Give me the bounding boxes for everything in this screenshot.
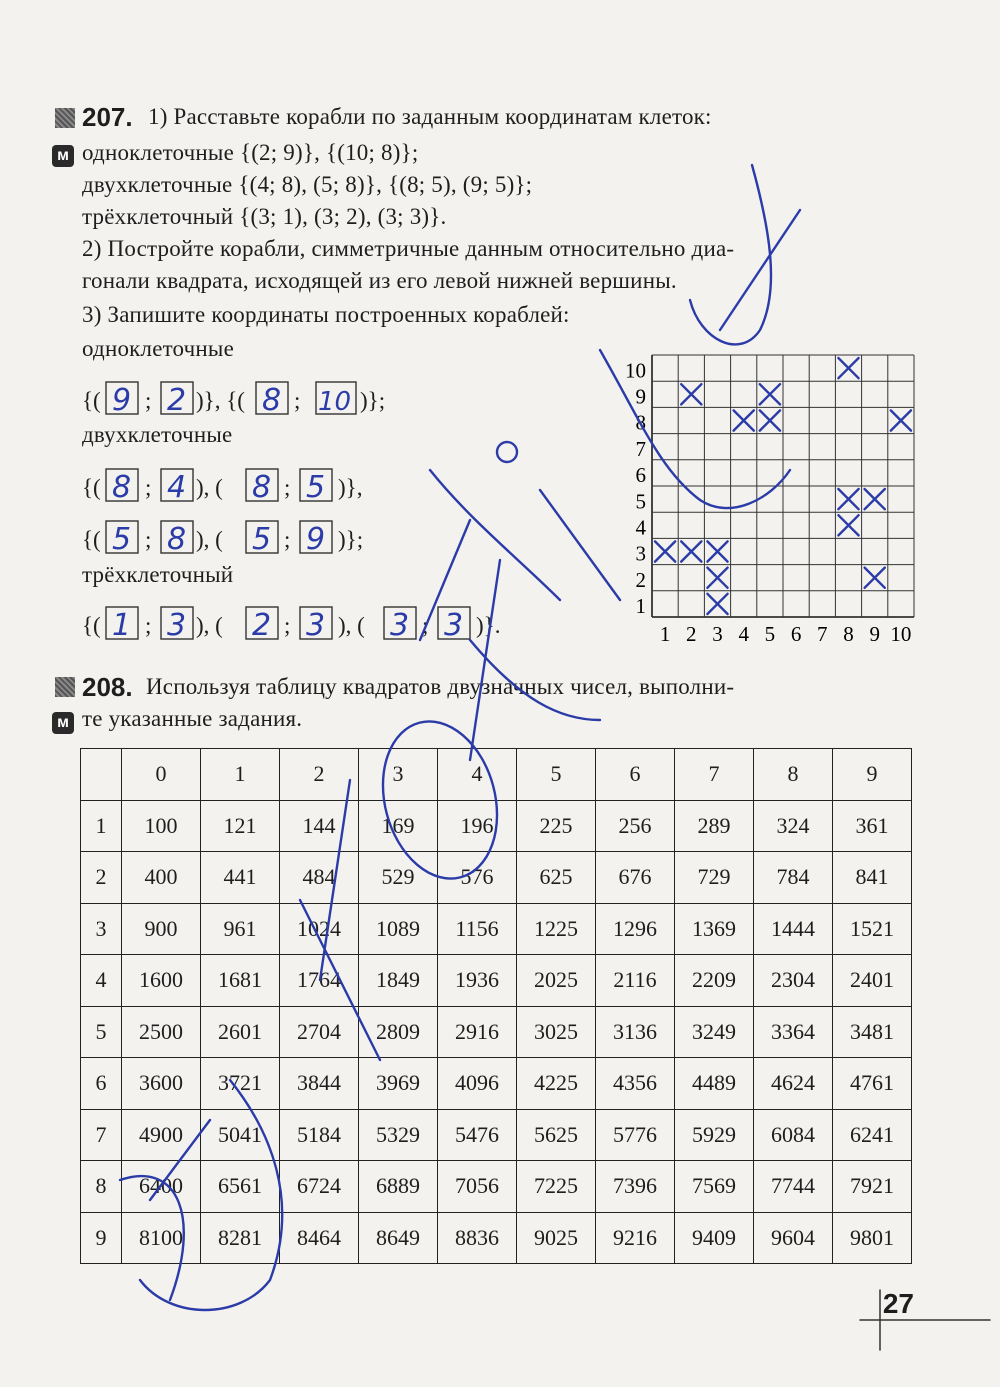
table-cell: 5776 [596, 1109, 675, 1161]
table-cell: 9409 [675, 1212, 754, 1264]
grid-x-label: 2 [686, 622, 697, 645]
svg-text:;: ; [145, 527, 152, 552]
table-cell: 1849 [359, 955, 438, 1007]
table-cell: 1024 [280, 903, 359, 955]
table-cell: 3844 [280, 1058, 359, 1110]
table-cell: 5476 [438, 1109, 517, 1161]
svg-text:)},: )}, [338, 475, 363, 500]
table-cell: 2116 [596, 955, 675, 1007]
hw-answer: 8 [112, 470, 132, 505]
table-row-header: 7 [81, 1109, 122, 1161]
svg-text:;: ; [422, 613, 429, 638]
svg-text:;: ; [145, 613, 152, 638]
table-cell: 324 [754, 800, 833, 852]
hw-answer: 3 [167, 608, 187, 643]
table-cell: 841 [833, 852, 912, 904]
svg-text:;: ; [294, 388, 301, 413]
table-cell: 1369 [675, 903, 754, 955]
grid-x-label: 4 [738, 622, 749, 645]
hw-answer: 3 [390, 608, 410, 643]
table-row-header: 1 [81, 800, 122, 852]
hw-answer: 8 [262, 383, 282, 418]
table-cell: 7744 [754, 1161, 833, 1213]
grid-x-label: 3 [712, 622, 723, 645]
table-cell: 6400 [122, 1161, 201, 1213]
grid-x-label: 9 [869, 622, 880, 645]
grid-x-label: 7 [817, 622, 828, 645]
table-cell: 676 [596, 852, 675, 904]
table-cell: 289 [675, 800, 754, 852]
table-row-header: 3 [81, 903, 122, 955]
table-cell: 4489 [675, 1058, 754, 1110]
task-207-line-8: одноклеточные [82, 336, 234, 361]
table-cell: 2601 [201, 1006, 280, 1058]
table-cell: 900 [122, 903, 201, 955]
grid-y-label: 5 [635, 489, 646, 514]
table-header-cell: 2 [280, 749, 359, 801]
table-cell: 1936 [438, 955, 517, 1007]
table-cell: 2916 [438, 1006, 517, 1058]
table-cell: 5329 [359, 1109, 438, 1161]
table-header-cell: 7 [675, 749, 754, 801]
task-207-line-5: 2) Постройте корабли, симметричные данным относительно диа- [82, 236, 735, 261]
svg-text:{(: {( [82, 388, 101, 413]
table-cell: 7225 [517, 1161, 596, 1213]
grid-x-label: 6 [790, 622, 802, 645]
svg-text:)};: )}; [338, 527, 364, 552]
m-badge-icon: м [52, 145, 74, 167]
table-cell: 3249 [675, 1006, 754, 1058]
table-cell: 4761 [833, 1058, 912, 1110]
table-header-cell: 4 [438, 749, 517, 801]
table-cell: 2025 [517, 955, 596, 1007]
table-cell: 529 [359, 852, 438, 904]
grid-y-label: 8 [635, 410, 646, 435]
grid-y-label: 7 [635, 436, 646, 461]
table-cell: 8281 [201, 1212, 280, 1264]
grid-y-label: 10 [625, 358, 646, 383]
svg-text:{(: {( [82, 613, 101, 638]
svg-text:)}.: )}. [476, 613, 501, 638]
table-cell: 729 [675, 852, 754, 904]
task-208-line-1: Используя таблицу квадратов двузначных чисел, выполни- [146, 674, 735, 699]
hw-answer: 5 [306, 470, 326, 505]
table-cell: 7056 [438, 1161, 517, 1213]
table-cell: 1681 [201, 955, 280, 1007]
table-cell: 4096 [438, 1058, 517, 1110]
table-cell: 225 [517, 800, 596, 852]
table-cell: 3364 [754, 1006, 833, 1058]
task-207-line-2: одноклеточные {(2; 9)}, {(10; 8)}; [82, 140, 419, 165]
grid-y-label: 4 [635, 515, 646, 540]
table-cell: 6561 [201, 1161, 280, 1213]
hw-answer: 5 [112, 522, 132, 557]
table-row-header: 4 [81, 955, 122, 1007]
table-cell: 9025 [517, 1212, 596, 1264]
table-cell: 100 [122, 800, 201, 852]
svg-text:;: ; [145, 388, 152, 413]
hw-answer: 3 [444, 608, 464, 643]
table-cell: 3721 [201, 1058, 280, 1110]
table-header-cell: 5 [517, 749, 596, 801]
svg-text:;: ; [284, 475, 291, 500]
table-cell: 8649 [359, 1212, 438, 1264]
table-cell: 3481 [833, 1006, 912, 1058]
page-number: 27 [882, 1288, 914, 1319]
table-row-header: 2 [81, 852, 122, 904]
table-cell: 1225 [517, 903, 596, 955]
table-cell: 6241 [833, 1109, 912, 1161]
hw-answer: 2 [252, 608, 272, 643]
table-cell: 3025 [517, 1006, 596, 1058]
svg-text:)}, {(: )}, {( [196, 388, 245, 413]
table-cell: 4624 [754, 1058, 833, 1110]
grid-y-label: 1 [635, 594, 646, 619]
grid-x-label: 8 [843, 622, 854, 645]
table-cell: 7569 [675, 1161, 754, 1213]
label-triple-cell: трёхклеточный [82, 562, 234, 587]
table-cell: 5625 [517, 1109, 596, 1161]
table-cell: 2401 [833, 955, 912, 1007]
table-cell: 484 [280, 852, 359, 904]
table-cell: 1156 [438, 903, 517, 955]
task-207-number: 207. [82, 102, 133, 132]
table-cell: 6724 [280, 1161, 359, 1213]
grid-x-label: 10 [890, 622, 912, 645]
task-207-line-6: гонали квадрата, исходящей из его левой нижней вершины. [82, 268, 677, 293]
hw-answer: 2 [167, 383, 187, 418]
table-header-cell: 6 [596, 749, 675, 801]
hw-answer: 8 [167, 522, 187, 557]
table-cell: 9216 [596, 1212, 675, 1264]
svg-text:), (: ), ( [196, 613, 223, 638]
table-cell: 1296 [596, 903, 675, 955]
table-cell: 169 [359, 800, 438, 852]
grid-x-label: 1 [659, 622, 671, 645]
table-cell: 2704 [280, 1006, 359, 1058]
table-cell: 6084 [754, 1109, 833, 1161]
table-cell: 5041 [201, 1109, 280, 1161]
hw-answer: 9 [306, 522, 326, 557]
table-cell: 9801 [833, 1212, 912, 1264]
table-cell: 8100 [122, 1212, 201, 1264]
table-cell: 144 [280, 800, 359, 852]
table-cell: 400 [122, 852, 201, 904]
table-header-cell: 0 [122, 749, 201, 801]
task-207-line-3: двухклеточные {(4; 8), (5; 8)}, {(8; 5), (9; 5)}; [82, 172, 533, 197]
table-cell: 121 [201, 800, 280, 852]
table-cell: 8464 [280, 1212, 359, 1264]
table-cell: 7396 [596, 1161, 675, 1213]
table-header-cell: 1 [201, 749, 280, 801]
table-header-cell: 3 [359, 749, 438, 801]
table-cell: 784 [754, 852, 833, 904]
task-208-number: 208. [82, 672, 133, 702]
hw-answer: 1 [112, 608, 132, 643]
table-cell: 361 [833, 800, 912, 852]
table-row-header: 5 [81, 1006, 122, 1058]
table-cell: 3600 [122, 1058, 201, 1110]
grid-y-label: 6 [635, 463, 646, 488]
grid-y-label: 3 [635, 541, 646, 566]
table-row-header: 8 [81, 1161, 122, 1213]
table-cell: 1600 [122, 955, 201, 1007]
table-cell: 4225 [517, 1058, 596, 1110]
table-cell: 5929 [675, 1109, 754, 1161]
table-cell: 4900 [122, 1109, 201, 1161]
table-cell: 2809 [359, 1006, 438, 1058]
svg-text:;: ; [145, 475, 152, 500]
hw-answer: 3 [306, 608, 326, 643]
table-cell: 7921 [833, 1161, 912, 1213]
table-cell: 625 [517, 852, 596, 904]
svg-text:{(: {( [82, 475, 101, 500]
table-cell: 2304 [754, 955, 833, 1007]
grid-y-label: 2 [635, 567, 646, 592]
svg-text:;: ; [284, 527, 291, 552]
table-cell: 3969 [359, 1058, 438, 1110]
grid-x-label: 5 [764, 622, 776, 645]
table-header-cell: 9 [833, 749, 912, 801]
svg-text:;: ; [284, 613, 291, 638]
svg-text:{(: {( [82, 527, 101, 552]
table-cell: 3136 [596, 1006, 675, 1058]
table-cell: 1444 [754, 903, 833, 955]
hw-answer: 10 [318, 387, 352, 417]
table-cell: 5184 [280, 1109, 359, 1161]
table-cell: 8836 [438, 1212, 517, 1264]
hw-answer: 5 [252, 522, 272, 557]
table-cell: 1764 [280, 955, 359, 1007]
task-207-line-4: трёхклеточный {(3; 1), (3; 2), (3; 3)}. [82, 204, 447, 229]
table-cell: 256 [596, 800, 675, 852]
svg-text:)};: )}; [360, 388, 386, 413]
table-cell: 441 [201, 852, 280, 904]
svg-text:), (: ), ( [196, 527, 223, 552]
hw-answer: 9 [112, 383, 132, 418]
task-207-line-7: 3) Запишите координаты построенных кораблей: [82, 302, 570, 327]
table-cell: 6889 [359, 1161, 438, 1213]
hw-answer: 4 [167, 470, 187, 505]
table-cell: 4356 [596, 1058, 675, 1110]
hw-answer: 8 [252, 470, 272, 505]
table-row-header: 6 [81, 1058, 122, 1110]
table-cell: 2209 [675, 955, 754, 1007]
table-header-cell: 8 [754, 749, 833, 801]
table-row-header: 9 [81, 1212, 122, 1264]
table-cell: 961 [201, 903, 280, 955]
svg-text:), (: ), ( [196, 475, 223, 500]
table-cell: 576 [438, 852, 517, 904]
m-badge-icon: м [52, 712, 74, 734]
task-207-line-1: 1) Расставьте корабли по заданным координатам клеток: [148, 104, 712, 129]
label-double-cell: двухклеточные [82, 422, 233, 447]
grid-y-label: 9 [635, 384, 646, 409]
table-cell: 9604 [754, 1212, 833, 1264]
task-208-line-2: те указанные задания. [82, 706, 303, 731]
table-cell: 196 [438, 800, 517, 852]
table-cell: 2500 [122, 1006, 201, 1058]
table-cell: 1521 [833, 903, 912, 955]
svg-text:), (: ), ( [338, 613, 365, 638]
table-cell: 1089 [359, 903, 438, 955]
